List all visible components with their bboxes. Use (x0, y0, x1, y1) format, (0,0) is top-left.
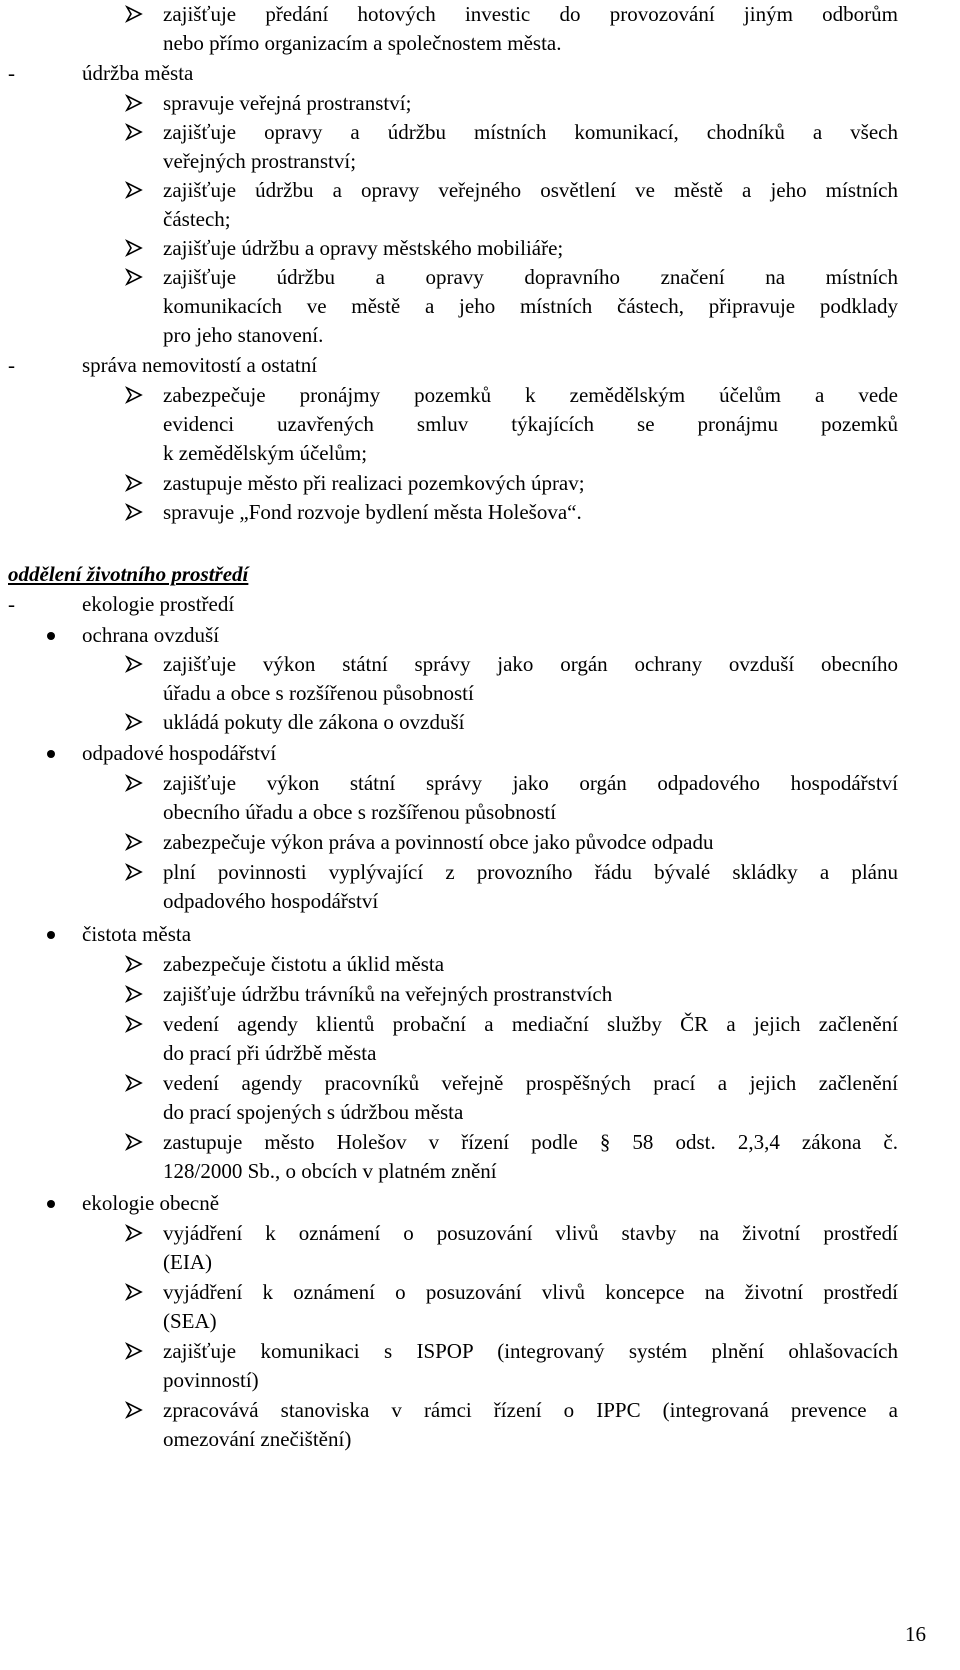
arrowhead-bullet-icon (125, 655, 143, 673)
line-text: zabezpečuje výkon práva a povinností obce jako původce odpadu (163, 830, 714, 854)
arrowhead-bullet-icon (125, 1015, 143, 1033)
line-text: zajišťuje předání hotových investic do provozování jiným odborům (163, 2, 898, 26)
line-text: spravuje veřejná prostranství; (163, 91, 412, 115)
department-heading: oddělení životního prostředí (8, 562, 249, 586)
line-text: částech; (163, 207, 231, 231)
line-text: zajišťuje údržbu trávníků na veřejných prostranstvích (163, 982, 613, 1006)
line-text: pro jeho stanovení. (163, 323, 324, 347)
line-text: zpracovává stanoviska v rámci řízení o IPPC (integrovaná prevence a (163, 1398, 898, 1422)
line-text: vedení agendy pracovníků veřejně prospěšných prací a jejich začlenění (163, 1071, 898, 1095)
round-bullet-icon (47, 931, 55, 939)
arrowhead-bullet-icon (125, 1224, 143, 1242)
line-text: 128/2000 Sb., o obcích v platném znění (163, 1159, 497, 1183)
line-text: (SEA) (163, 1309, 217, 1333)
arrowhead-bullet-icon (125, 1401, 143, 1419)
arrowhead-bullet-icon (125, 268, 143, 286)
arrowhead-bullet-icon (125, 474, 143, 492)
line-text: do prací při údržbě města (163, 1041, 377, 1065)
arrowhead-bullet-icon (125, 955, 143, 973)
line-text: plní povinnosti vyplývající z provozního řádu bývalé skládky a plánu (163, 860, 898, 884)
line-text: obecního úřadu a obce s rozšířenou působností (163, 800, 557, 824)
arrowhead-bullet-icon (125, 1283, 143, 1301)
line-text: odpadového hospodářství (163, 889, 379, 913)
line-text: evidenci uzavřených smluv týkajících se pronájmu pozemků (163, 412, 898, 436)
category-label: ekologie obecně (82, 1191, 220, 1215)
category-label: odpadové hospodářství (82, 741, 277, 765)
dash-marker: - (8, 353, 15, 377)
line-text: zajišťuje údržbu a opravy městského mobiliáře; (163, 236, 564, 260)
line-text: ukládá pokuty dle zákona o ovzduší (163, 710, 465, 734)
category-label: čistota města (82, 922, 192, 946)
section-label: správa nemovitostí a ostatní (82, 353, 318, 377)
line-text: vyjádření k oznámení o posuzování vlivů koncepce na životní prostředí (163, 1280, 898, 1304)
line-text: zastupuje město Holešov v řízení podle § 58 odst. 2,3,4 zákona č. (163, 1130, 898, 1154)
round-bullet-icon (47, 750, 55, 758)
line-text: zastupuje město při realizaci pozemkových úprav; (163, 471, 585, 495)
line-text: komunikacích ve městě a jeho místních částech, připravuje podklady (163, 294, 898, 318)
arrowhead-bullet-icon (125, 985, 143, 1003)
line-text: zajišťuje údržbu a opravy veřejného osvětlení ve městě a jeho místních (163, 178, 898, 202)
line-text: zajišťuje výkon státní správy jako orgán ochrany ovzduší obecního (163, 652, 898, 676)
arrowhead-bullet-icon (125, 386, 143, 404)
arrowhead-bullet-icon (125, 503, 143, 521)
line-text: povinností) (163, 1368, 259, 1392)
arrowhead-bullet-icon (125, 239, 143, 257)
arrowhead-bullet-icon (125, 774, 143, 792)
dash-marker: - (8, 592, 15, 616)
line-text: nebo přímo organizacím a společnostem města. (163, 31, 562, 55)
dash-marker: - (8, 61, 15, 85)
arrowhead-bullet-icon (125, 181, 143, 199)
arrowhead-bullet-icon (125, 94, 143, 112)
line-text: k zemědělským účelům; (163, 441, 368, 465)
arrowhead-bullet-icon (125, 1133, 143, 1151)
arrowhead-bullet-icon (125, 713, 143, 731)
line-text: zabezpečuje čistotu a úklid města (163, 952, 445, 976)
round-bullet-icon (47, 1200, 55, 1208)
line-text: (EIA) (163, 1250, 212, 1274)
section-label: údržba města (82, 61, 194, 85)
page-number: 16 (905, 1622, 926, 1646)
arrowhead-bullet-icon (125, 123, 143, 141)
arrowhead-bullet-icon (125, 1074, 143, 1092)
line-text: zajišťuje komunikaci s ISPOP (integrovaný systém plnění ohlašovacích (163, 1339, 898, 1363)
line-text: spravuje „Fond rozvoje bydlení města Holešova“. (163, 500, 582, 524)
line-text: zajišťuje opravy a údržbu místních komunikací, chodníků a všech (163, 120, 898, 144)
line-text: omezování znečištění) (163, 1427, 352, 1451)
line-text: do prací spojených s údržbou města (163, 1100, 464, 1124)
line-text: zabezpečuje pronájmy pozemků k zemědělským účelům a vede (163, 383, 898, 407)
section-label: ekologie prostředí (82, 592, 235, 616)
line-text: úřadu a obce s rozšířenou působností (163, 681, 474, 705)
line-text: vedení agendy klientů probační a mediační služby ČR a jejich začlenění (163, 1012, 898, 1036)
line-text: veřejných prostranství; (163, 149, 357, 173)
category-label: ochrana ovzduší (82, 623, 220, 647)
arrowhead-bullet-icon (125, 833, 143, 851)
arrowhead-bullet-icon (125, 863, 143, 881)
line-text: vyjádření k oznámení o posuzování vlivů stavby na životní prostředí (163, 1221, 898, 1245)
arrowhead-bullet-icon (125, 5, 143, 23)
line-text: zajišťuje výkon státní správy jako orgán odpadového hospodářství (163, 771, 898, 795)
round-bullet-icon (47, 632, 55, 640)
arrowhead-bullet-icon (125, 1342, 143, 1360)
line-text: zajišťuje údržbu a opravy dopravního značení na místních (163, 265, 898, 289)
